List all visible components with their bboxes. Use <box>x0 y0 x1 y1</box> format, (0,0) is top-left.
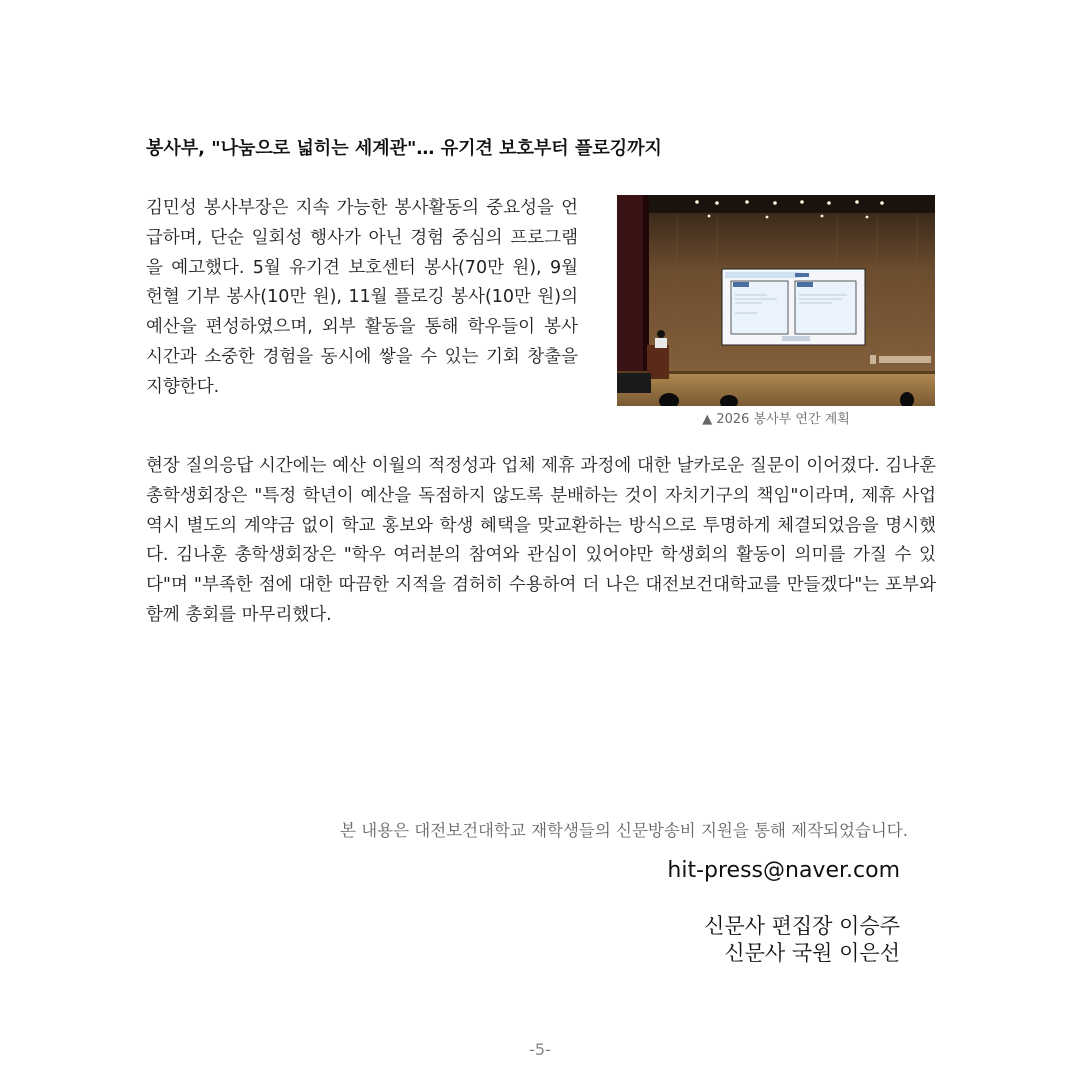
page-number: -5- <box>529 1040 551 1059</box>
support-note: 본 내용은 대전보건대학교 재학생들의 신문방송비 지원을 통해 제작되었습니다. <box>340 821 908 840</box>
article-paragraph-2: 현장 질의응답 시간에는 예산 이월의 적정성과 업체 제휴 과정에 대한 날카로운 질문이 이어졌다. 김나훈 총학생회장은 "특정 학년이 예산을 독점하지 않도록 분배하는 것이 자치기구의 책임"이라며, 제휴 사업 역시 별도의 계약금 없이 학교 홍보와 학생 혜택을 맞교환하는 방식으로 투명하게 체결되었음을 명시했다. 김나훈 총학생회장은 "학우 여러분의 참여와 관심이 있어야만 학생회의 활동이 의미를 가질 수 있다"며 "부족한 점에 대한 따끔한 지적을 겸허히 수용하여 더 나은 대전보건대학교를 만들겠다"는 포부와 함께 총회를 마무리했다. <box>146 456 936 625</box>
auditorium-photo <box>617 195 935 406</box>
staff-credits <box>704 913 900 967</box>
article-heading: 봉사부, "나눔으로 넓히는 세계관"… 유기견 보호부터 플로깅까지 <box>146 138 662 159</box>
article-figure <box>617 195 935 427</box>
member-credit: 신문사 국원 이은선 <box>724 941 900 965</box>
auditorium-illustration <box>617 195 935 406</box>
contact-email: hit-press@naver.com <box>667 858 900 883</box>
figure-caption: ▲ 2026 봉사부 연간 계획 <box>702 412 850 427</box>
editor-credit: 신문사 편집장 이승주 <box>704 914 900 938</box>
article-paragraph-1: 김민성 봉사부장은 지속 가능한 봉사활동의 중요성을 언급하며, 단순 일회성 행사가 아닌 경험 중심의 프로그램을 예고했다. 5월 유기견 보호센터 봉사(70만 원), 9월 헌혈 기부 봉사(10만 원), 11월 플로깅 봉사(10만 원)의 예산을 편성하였으며, 외부 활동을 통해 학우들이 봉사 시간과 소중한 경험을 동시에 쌓을 수 있는 기회 창출을 지향한다. <box>146 198 578 397</box>
